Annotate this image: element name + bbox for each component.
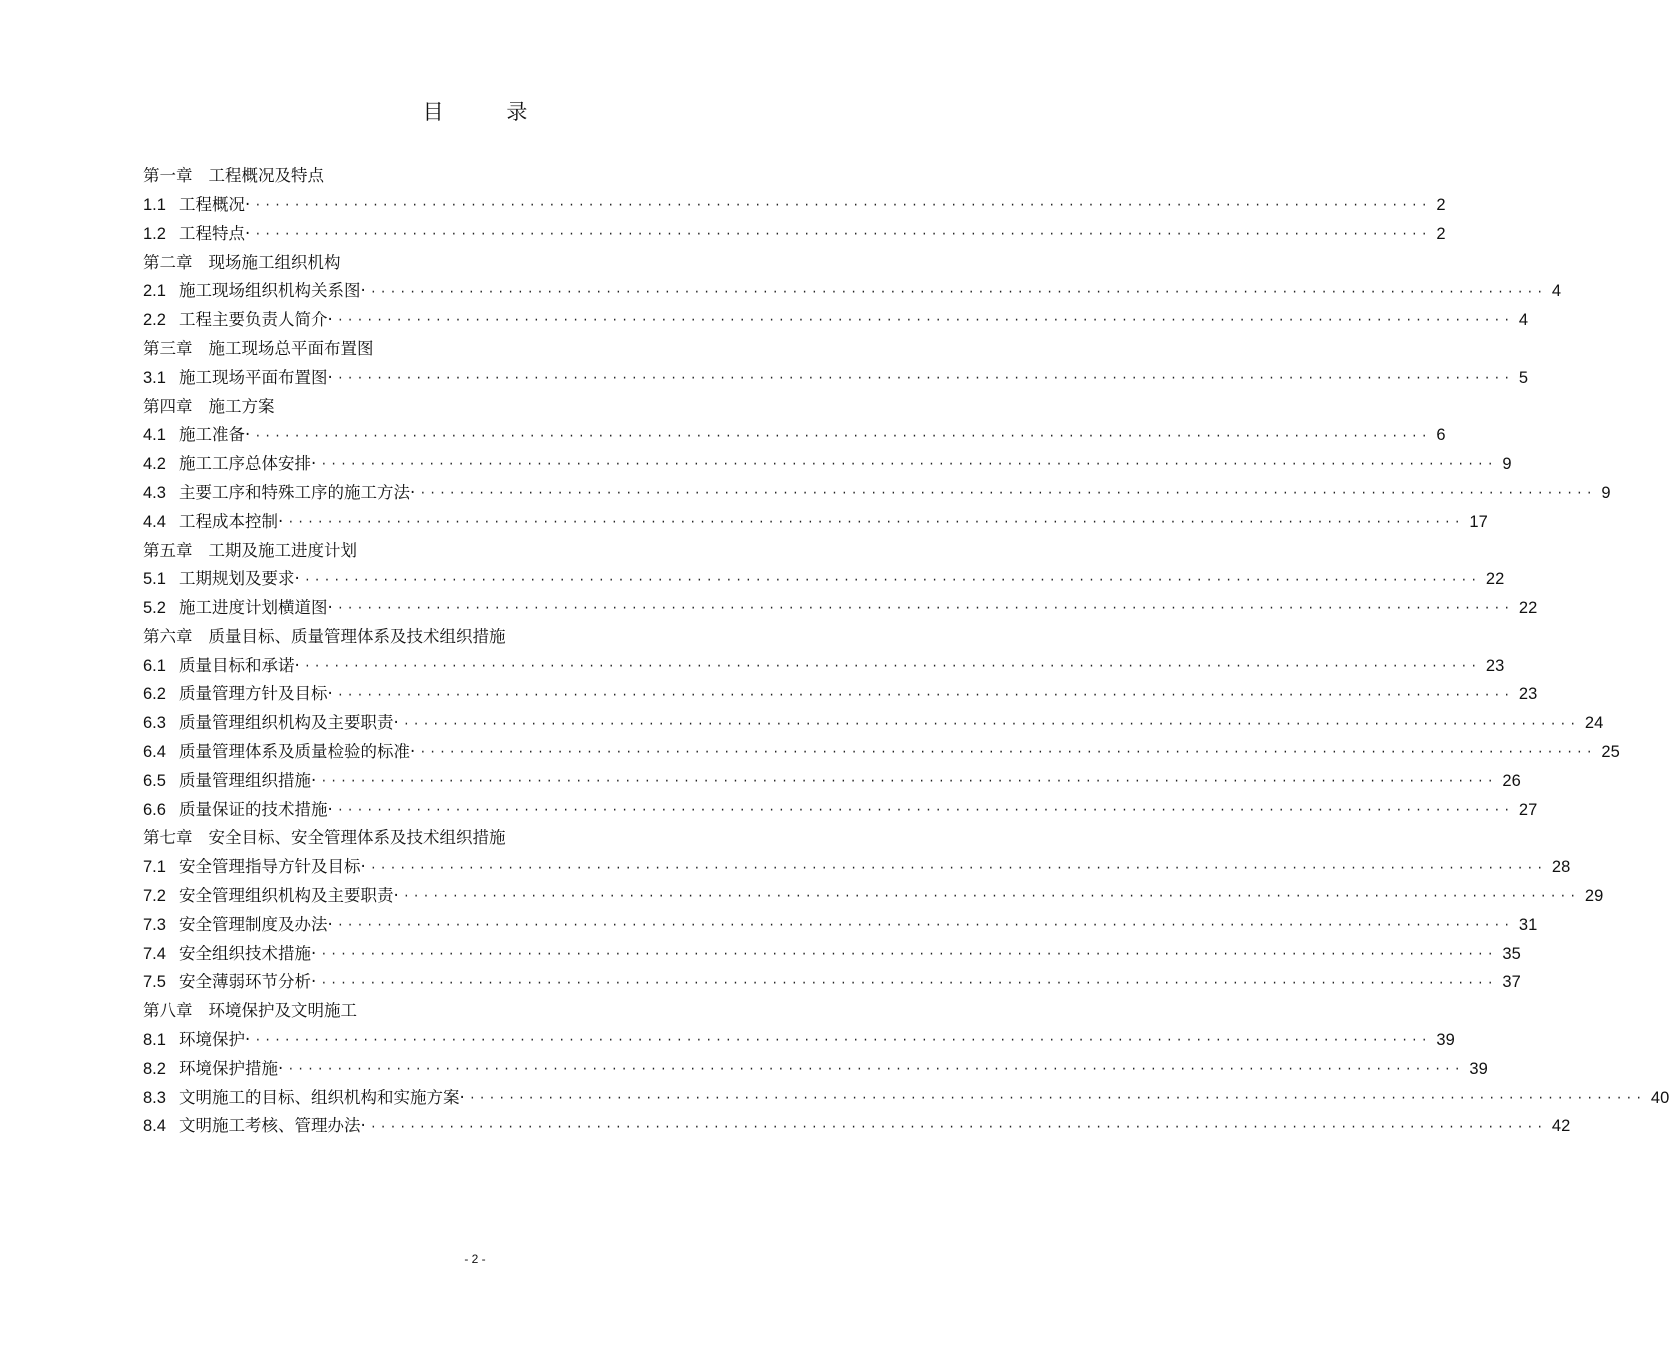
section-number: 1.2 [143,224,166,243]
dot-leader: ························································································································ [419,745,1596,760]
dot-leader: ························································································································ [369,860,1546,875]
section-title: 安全管理指导方针及目标· [179,857,366,877]
section-number: 8.4 [143,1117,166,1136]
page-number: 2 [1436,224,1446,243]
dot-leader: ························································································································ [336,601,1513,616]
section-number: 7.2 [143,887,166,906]
dot-leader: ························································································································ [254,1033,1431,1048]
section-title: 质量目标和承诺· [179,655,300,675]
section-number: 6.5 [143,771,166,790]
chapter-title: 质量目标、质量管理体系及技术组织措施 [208,626,506,646]
chapter-label: 第五章 [143,540,193,560]
page-number: 24 [1584,714,1604,733]
page-number: 28 [1551,858,1571,877]
dot-leader: ························································································································ [369,1119,1546,1134]
dot-leader: ························································································································ [336,370,1513,385]
page-number: 39 [1436,1031,1455,1050]
page-number: 29 [1584,887,1604,906]
toc-entry[interactable] [143,306,1529,335]
toc-entry[interactable] [143,1112,1571,1141]
page-number: 9 [1601,483,1611,502]
toc-entry[interactable] [143,968,1521,997]
toc-entry[interactable] [143,450,1512,479]
page-number: 27 [1518,800,1538,819]
page-number: 22 [1485,570,1505,589]
page-title: 目 录 [422,100,556,124]
dot-leader: ························································································································ [287,1062,1464,1077]
section-number: 6.6 [143,800,166,819]
section-number: 6.4 [143,743,166,762]
page-number: 4 [1551,282,1562,301]
page-number: 35 [1502,944,1521,963]
section-title: 工程概况· [179,194,251,214]
toc-entry[interactable] [143,767,1521,796]
toc-entry[interactable] [143,565,1505,594]
page-number: 5 [1518,368,1529,387]
toc-entry[interactable] [143,1026,1455,1055]
chapter-title: 环境保护及文明施工 [208,1001,357,1021]
dot-leader: ························································································································ [336,918,1513,933]
section-number: 8.3 [143,1088,166,1107]
section-title: 质量管理组织机构及主要职责· [179,713,399,733]
dot-leader: ························································································································ [320,774,1497,789]
section-number: 1.1 [143,195,166,214]
chapter-title: 施工方案 [208,396,275,416]
section-title: 质量保证的技术措施· [179,799,333,819]
page-number: 2 [1436,195,1446,214]
dot-leader: ························································································································ [254,428,1431,443]
page-number: 6 [1436,426,1446,445]
chapter-label: 第八章 [143,1001,193,1021]
section-number: 7.3 [143,915,166,934]
dot-leader: ························································································································ [303,572,1480,587]
dot-leader: ························································································································ [320,457,1497,472]
section-title: 工期规划及要求· [179,569,300,589]
section-number: 8.2 [143,1059,166,1078]
section-title: 安全组织技术措施· [179,943,317,963]
page-number: 4 [1518,311,1529,330]
section-title: 施工工序总体安排· [179,454,317,474]
chapter-label: 第三章 [143,338,193,358]
toc-chapter-heading[interactable] [143,162,803,191]
dot-leader: ························································································································ [402,889,1579,904]
section-title: 质量管理体系及质量检验的标准· [179,742,416,762]
section-title: 安全管理组织机构及主要职责· [179,886,399,906]
section-number: 4.2 [143,455,166,474]
dot-leader: ························································································································ [287,514,1464,529]
dot-leader: ························································································································ [320,946,1497,961]
section-number: 7.5 [143,973,166,992]
section-title: 文明施工考核、管理办法· [179,1116,366,1136]
toc-entry[interactable] [143,191,1446,220]
section-title: 质量管理组织措施· [179,770,317,790]
chapter-label: 第二章 [143,252,193,272]
page-number: 17 [1469,512,1488,531]
section-title: 环境保护措施· [179,1058,284,1078]
toc-entry[interactable] [143,796,1538,825]
section-title: 施工准备· [179,425,251,445]
chapter-title: 现场施工组织机构 [208,252,341,272]
section-title: 主要工序和特殊工序的施工方法· [179,482,416,502]
toc-entry[interactable] [143,853,1571,882]
page-number: 26 [1502,771,1521,790]
page-number: 22 [1518,599,1538,618]
toc-chapter-heading[interactable] [143,248,803,277]
section-number: 3.1 [143,368,166,387]
section-title: 安全薄弱环节分析· [179,972,317,992]
section-number: 4.3 [143,483,166,502]
dot-leader: ························································································································ [369,284,1546,299]
section-number: 5.2 [143,599,166,618]
section-number: 8.1 [143,1031,166,1050]
chapter-title: 工程概况及特点 [208,166,324,186]
dot-leader: ························································································································ [336,313,1513,328]
toc-entry[interactable] [143,421,1446,450]
toc-entry[interactable] [143,594,1538,623]
toc-entry[interactable] [143,1084,1670,1113]
toc-chapter-heading[interactable] [143,623,803,652]
dot-leader: ························································································································ [254,198,1431,213]
chapter-title: 安全目标、安全管理体系及技术组织措施 [208,828,506,848]
section-title: 施工现场平面布置图· [179,367,333,387]
section-title: 工程成本控制· [179,511,284,531]
chapter-label: 第四章 [143,396,193,416]
page-number: 39 [1469,1059,1488,1078]
dot-leader: ························································································································ [419,486,1596,501]
section-number: 2.2 [143,311,166,330]
toc-entry[interactable] [143,364,1529,393]
toc-entry[interactable] [143,709,1604,738]
toc-entry[interactable] [143,911,1538,940]
section-number: 6.2 [143,685,166,704]
dot-leader: ························································································································ [320,975,1497,990]
toc-chapter-heading[interactable] [143,536,803,565]
page-number: 9 [1502,455,1512,474]
toc-entry[interactable] [143,479,1611,508]
section-number: 7.1 [143,858,166,877]
page-number-footer: - 2 - [464,1252,486,1266]
dot-leader: ························································································································ [254,226,1431,241]
page-number: 31 [1518,915,1538,934]
section-title: 环境保护· [179,1030,251,1050]
section-title: 安全管理制度及办法· [179,914,333,934]
toc-chapter-heading[interactable] [143,335,803,364]
section-number: 4.1 [143,426,166,445]
page-number: 23 [1485,656,1505,675]
dot-leader: ························································································································ [336,802,1513,817]
toc-entry[interactable] [143,277,1562,306]
section-number: 2.1 [143,282,166,301]
page-number: 42 [1551,1117,1571,1136]
section-title: 文明施工的目标、组织机构和实施方案· [179,1087,465,1107]
chapter-title: 工期及施工进度计划 [208,540,357,560]
toc-entry[interactable] [143,940,1521,969]
toc-entry[interactable] [143,738,1620,767]
section-title: 工程主要负责人简介· [179,310,333,330]
chapter-label: 第六章 [143,626,193,646]
toc-entry[interactable] [143,508,1488,537]
section-number: 4.4 [143,512,166,531]
toc-chapter-heading[interactable] [143,824,803,853]
section-title: 质量管理方针及目标· [179,684,333,704]
page-number: 37 [1502,973,1521,992]
section-title: 施工进度计划横道图· [179,598,333,618]
toc-entry[interactable] [143,882,1604,911]
page-number: 25 [1601,743,1620,762]
section-number: 6.1 [143,656,166,675]
dot-leader: ························································································································ [336,687,1513,702]
section-number: 7.4 [143,944,166,963]
section-number: 6.3 [143,714,166,733]
section-number: 5.1 [143,570,166,589]
page-number: 40 [1650,1088,1670,1107]
chapter-title: 施工现场总平面布置图 [208,338,374,358]
toc-entry[interactable] [143,680,1538,709]
chapter-label: 第七章 [143,828,193,848]
page-number: 23 [1518,685,1538,704]
chapter-label: 第一章 [143,166,193,186]
dot-leader: ························································································································ [468,1090,1645,1105]
toc-entry[interactable] [143,652,1505,681]
toc-entry[interactable] [143,220,1446,249]
toc-chapter-heading[interactable] [143,392,803,421]
section-title: 施工现场组织机构关系图· [179,281,366,301]
dot-leader: ························································································································ [402,716,1579,731]
section-title: 工程特点· [179,223,251,243]
table-of-contents [143,162,1670,1141]
dot-leader: ························································································································ [303,658,1480,673]
toc-chapter-heading[interactable] [143,997,803,1026]
toc-entry[interactable] [143,1055,1488,1084]
